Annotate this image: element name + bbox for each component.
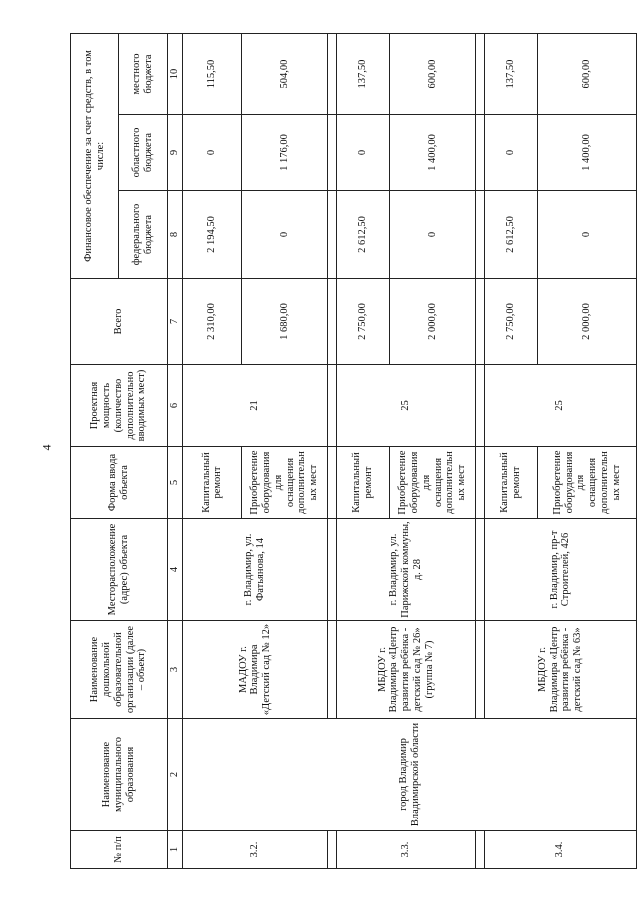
index-cell: 10 — [167, 33, 183, 114]
form-cell: Приобретение оборудования для оснащения дополнительных мест — [242, 447, 328, 519]
page-number: 4 — [39, 444, 54, 451]
index-cell: 4 — [167, 519, 183, 621]
header-form: Форма ввода объекта — [71, 447, 168, 519]
organization-cell: МБДОУ г. Владимира «Центр развития ребёнка - детский сад № 63» — [484, 621, 636, 719]
federal-cell: 0 — [242, 191, 328, 279]
index-cell: 3 — [167, 621, 183, 719]
address-cell: г. Владимир, пр-т Строителей, 426 — [484, 519, 636, 621]
column-index-row — [167, 33, 183, 868]
regional-cell: 0 — [336, 115, 390, 191]
form-cell: Капитальный ремонт — [336, 447, 390, 519]
federal-cell: 0 — [538, 191, 637, 279]
form-cell: Капитальный ремонт — [484, 447, 538, 519]
funding-table — [70, 33, 637, 869]
form-cell: Приобретение оборудования для оснащения дополнительных мест — [390, 447, 476, 519]
local-cell: 600,00 — [390, 33, 476, 114]
local-cell: 115,50 — [183, 33, 242, 114]
federal-cell: 2 612,50 — [336, 191, 390, 279]
header-federal: федерального бюджета — [119, 191, 167, 279]
form-cell: Капитальный ремонт — [183, 447, 242, 519]
index-cell: 7 — [167, 279, 183, 365]
organization-cell: МАДОУ г. Владимира «Детский сад № 12» — [183, 621, 328, 719]
total-cell: 2 000,00 — [390, 279, 476, 365]
capacity-cell: 25 — [484, 365, 636, 447]
federal-cell: 2 612,50 — [484, 191, 538, 279]
total-cell: 1 680,00 — [242, 279, 328, 365]
capacity-cell: 25 — [336, 365, 475, 447]
header-capacity: Проектная мощность (количество дополнительно вводимых мест) — [71, 365, 168, 447]
address-cell: г. Владимир, ул. Парижской коммуны, д. 28 — [336, 519, 475, 621]
index-cell: 5 — [167, 447, 183, 519]
index-cell: 8 — [167, 191, 183, 279]
header-row-1 — [71, 33, 119, 868]
header-finance-group: Финансовое обеспечение за счет средств, в том числе: — [71, 33, 119, 278]
local-cell: 600,00 — [538, 33, 637, 114]
rotated-table-wrapper — [70, 34, 637, 869]
header-municipality: Наименование муниципального образования — [71, 719, 168, 831]
capacity-cell: 21 — [183, 365, 328, 447]
regional-cell: 0 — [484, 115, 538, 191]
index-cell: 9 — [167, 115, 183, 191]
local-cell: 137,50 — [484, 33, 538, 114]
local-cell: 137,50 — [336, 33, 390, 114]
header-organization: Наименование дошкольной образовательной организации (далее – объект) — [71, 621, 168, 719]
header-local: местного бюджета — [119, 33, 167, 114]
regional-cell: 0 — [183, 115, 242, 191]
total-cell: 2 750,00 — [484, 279, 538, 365]
municipality-cell: город Владимир Владимирской области — [183, 719, 637, 831]
regional-cell: 1 176,00 — [242, 115, 328, 191]
address-cell: г. Владимир, ул. Фатьянова, 14 — [183, 519, 328, 621]
header-total: Всего — [71, 279, 168, 365]
total-cell: 2 310,00 — [183, 279, 242, 365]
federal-cell: 2 194,50 — [183, 191, 242, 279]
header-address: Месторасположение (адрес) объекта — [71, 519, 168, 621]
form-cell: Приобретение оборудования для оснащения дополнительных мест — [538, 447, 637, 519]
regional-cell: 1 400,00 — [538, 115, 637, 191]
federal-cell: 0 — [390, 191, 476, 279]
header-regional: областного бюджета — [119, 115, 167, 191]
header-num: № п/п — [71, 831, 168, 869]
total-cell: 2 000,00 — [538, 279, 637, 365]
index-cell: 6 — [167, 365, 183, 447]
row-number: 3.4. — [484, 831, 636, 869]
row-number: 3.2. — [183, 831, 328, 869]
local-cell: 504,00 — [242, 33, 328, 114]
index-cell: 1 — [167, 831, 183, 869]
row-number: 3.3. — [336, 831, 475, 869]
organization-cell: МБДОУ г. Владимира «Центр развития ребёнка - детский сад № 26» (группа № 7) — [336, 621, 475, 719]
index-cell: 2 — [167, 719, 183, 831]
regional-cell: 1 400,00 — [390, 115, 476, 191]
table-row — [183, 33, 242, 868]
total-cell: 2 750,00 — [336, 279, 390, 365]
